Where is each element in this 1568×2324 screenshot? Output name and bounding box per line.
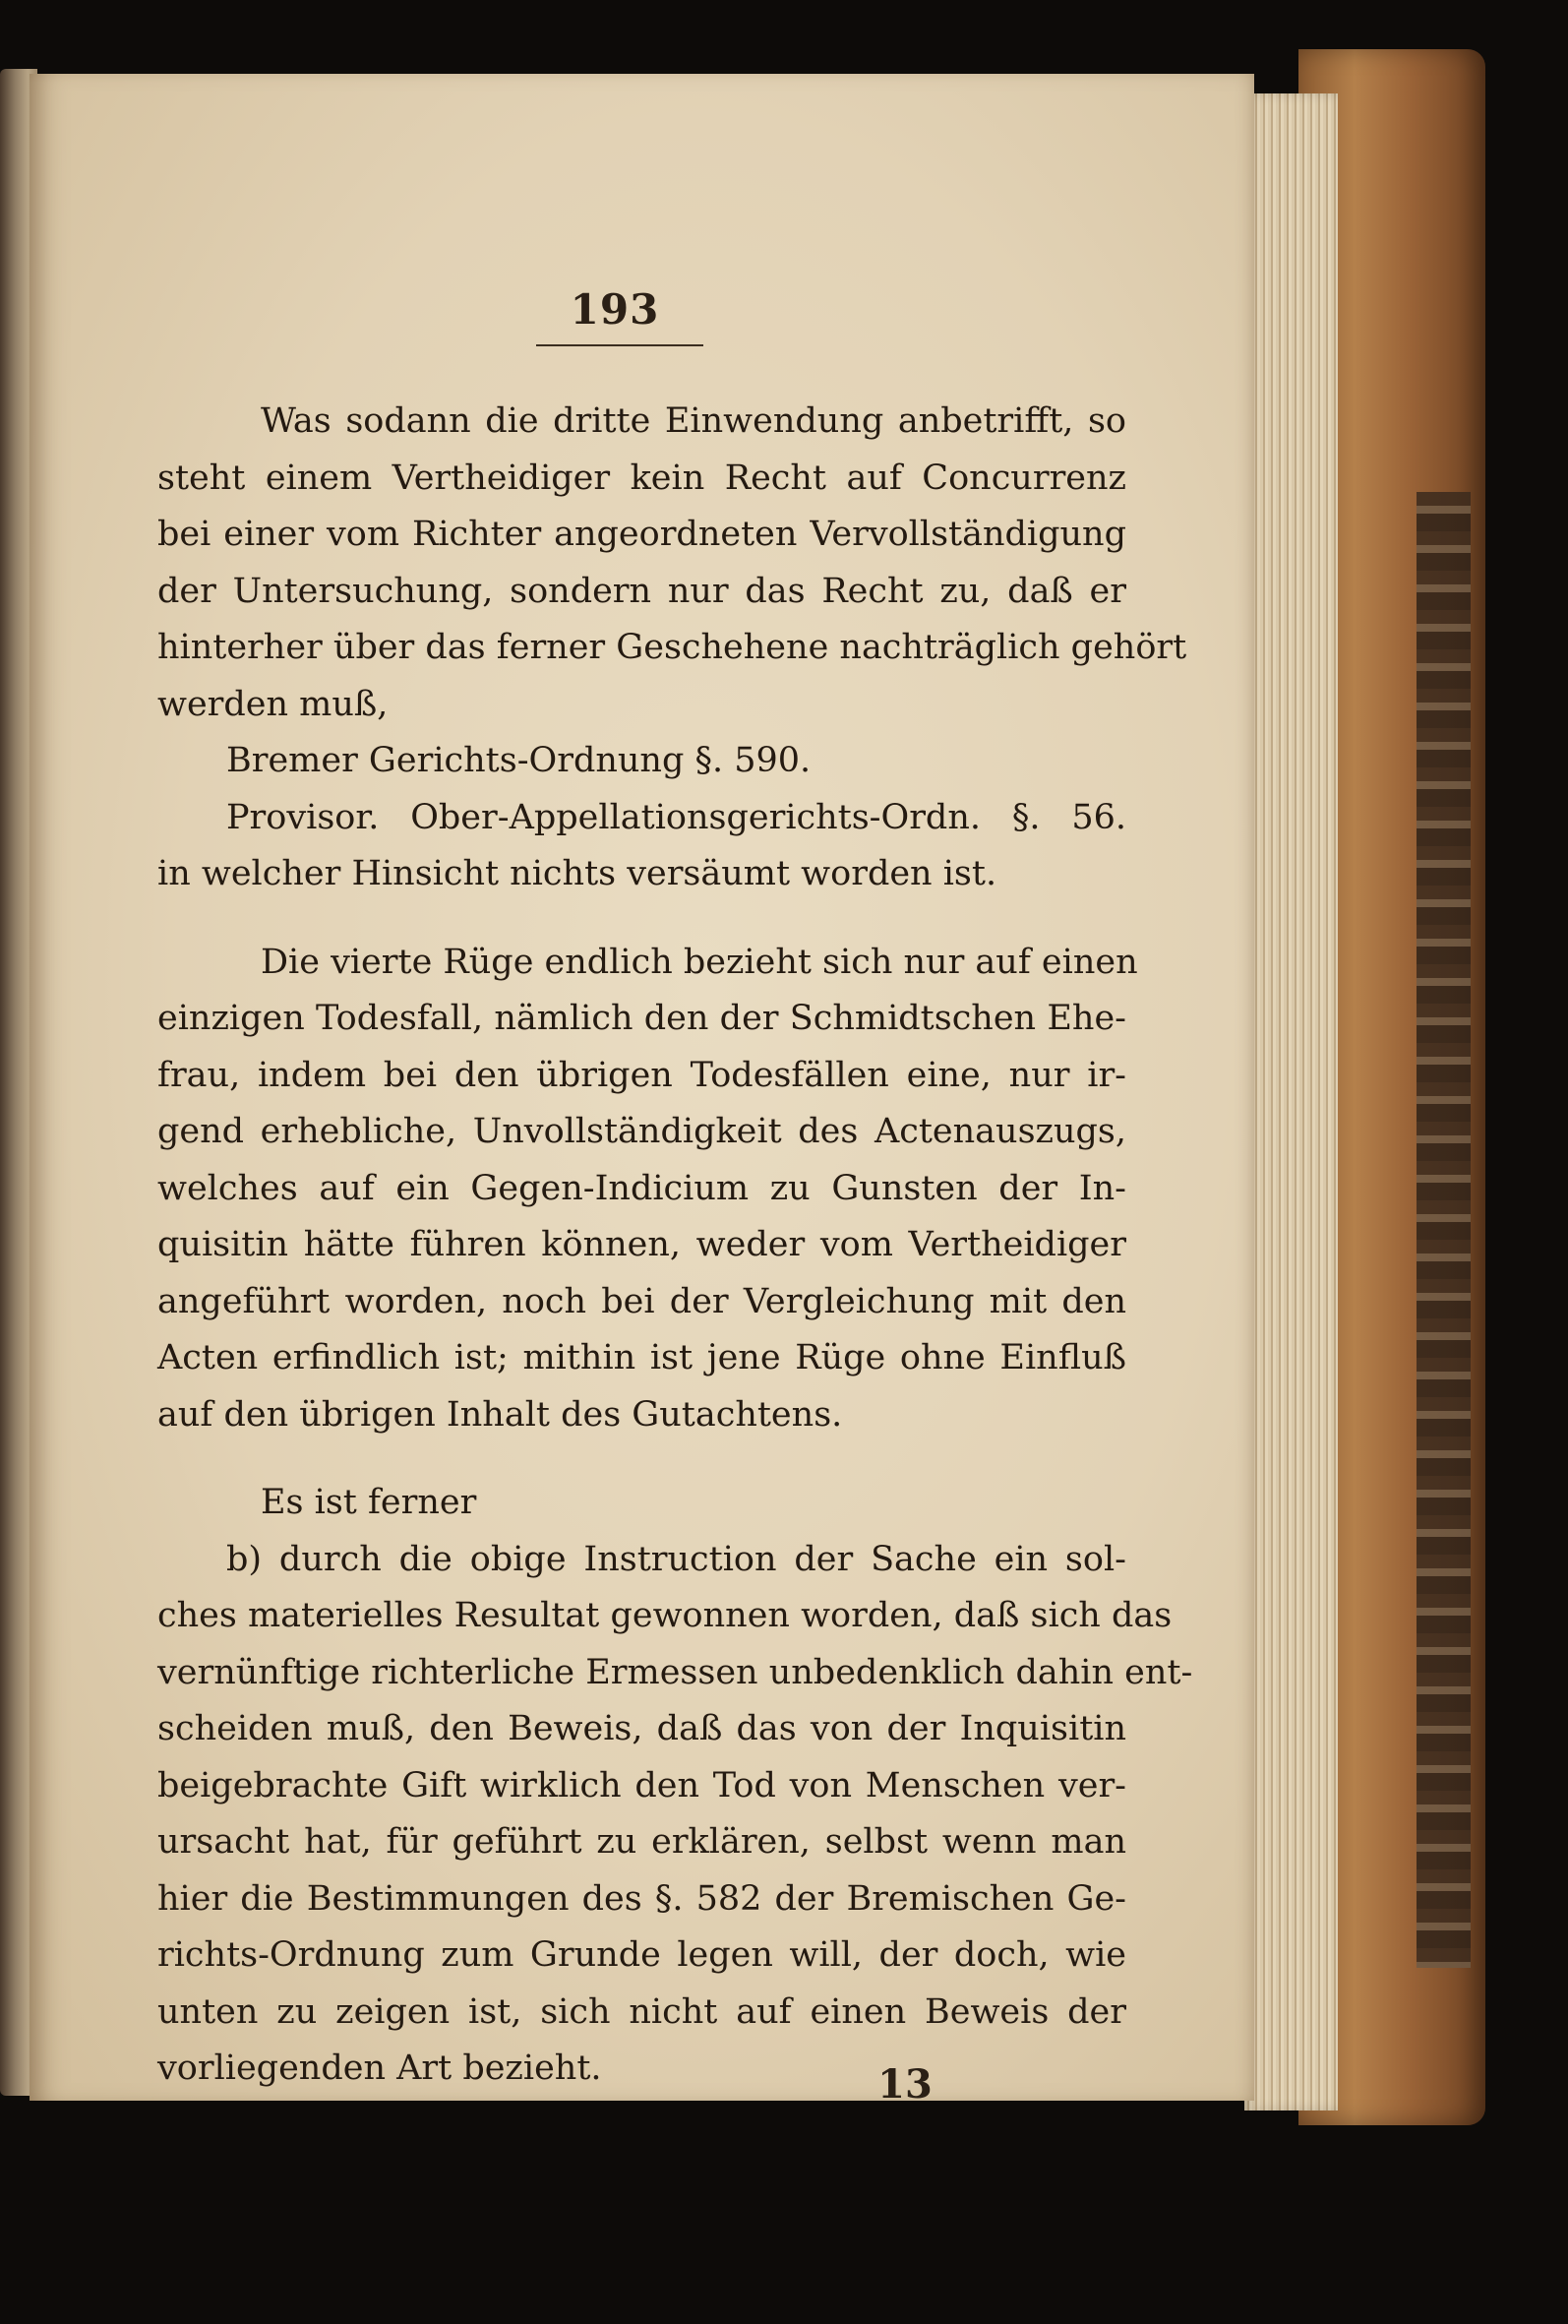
- signature-mark: 13: [877, 2061, 933, 2108]
- text-line: Provisor. Ober-Appellationsgerichts-Ordn. §. 56.: [226, 797, 1126, 837]
- text-line: richts-Ordnung zum Grunde legen will, der doch, wie: [157, 1935, 1126, 1975]
- text-line: in welcher Hinsicht nichts versäumt worden ist.: [157, 854, 997, 893]
- text-line: scheiden muß, den Beweis, daß das von der Inquisitin: [157, 1709, 1126, 1748]
- text-line: Bremer Gerichts-Ordnung §. 590.: [226, 741, 812, 780]
- text-line: bei einer vom Richter angeordneten Vervollständigung: [157, 515, 1126, 554]
- text-line: auf den übrigen Inhalt des Gutachtens.: [157, 1394, 843, 1435]
- text-line: frau, indem bei den übrigen Todesfällen eine, nur ir-: [157, 1055, 1126, 1095]
- body-text: [157, 394, 1193, 2098]
- text-line: gend erhebliche, Unvollständigkeit des Actenauszugs,: [157, 1112, 1126, 1151]
- text-line: hinterher über das ferner Geschehene nachträglich gehört: [157, 628, 1187, 667]
- text-line: unten zu zeigen ist, sich nicht auf einen Beweis der: [157, 1991, 1126, 2032]
- text-line: steht einem Vertheidiger kein Recht auf Concurrenz: [157, 458, 1126, 498]
- text-line: der Untersuchung, sondern nur das Recht zu, daß er: [157, 571, 1126, 611]
- text-line: Es ist ferner: [261, 1483, 477, 1522]
- page-edges: [1244, 93, 1338, 2110]
- header-rule: [536, 344, 703, 346]
- text-line: welches auf ein Gegen-Indicium zu Gunsten der In-: [157, 1168, 1126, 1208]
- text-line: hier die Bestimmungen des §. 582 der Bremischen Ge-: [157, 1878, 1126, 1919]
- paragraph-gap: [157, 903, 1126, 935]
- text-line: Die vierte Rüge endlich bezieht sich nur auf einen: [261, 942, 1138, 982]
- text-line: werden muß,: [157, 684, 389, 724]
- text-line: Acten erfindlich ist; mithin ist jene Rüge ohne Einfluß: [157, 1338, 1126, 1377]
- text-line: vorliegenden Art bezieht.: [157, 2049, 602, 2088]
- paragraph-gap: [157, 1443, 1126, 1475]
- text-line: angeführt worden, noch bei der Vergleichung mit den: [157, 1281, 1126, 1321]
- text-line: Was sodann die dritte Einwendung anbetrifft, so: [261, 401, 1126, 441]
- cover-spine-band: [1417, 492, 1471, 1968]
- text-line: beigebrachte Gift wirklich den Tod von Menschen ver-: [157, 1765, 1126, 1805]
- text-line: einzigen Todesfall, nämlich den der Schmidtschen Ehe-: [157, 999, 1126, 1038]
- text-line: b) durch die obige Instruction der Sache ein sol-: [226, 1539, 1126, 1579]
- text-line: quisitin hätte führen können, weder vom Vertheidiger: [157, 1225, 1126, 1264]
- text-line: ches materielles Resultat gewonnen worden, daß sich das: [157, 1596, 1173, 1635]
- text-line: ursacht hat, für geführt zu erklären, selbst wenn man: [157, 1822, 1126, 1862]
- page-number: 193: [570, 285, 660, 334]
- text-line: vernünftige richterliche Ermessen unbedenklich dahin ent-: [157, 1652, 1193, 1692]
